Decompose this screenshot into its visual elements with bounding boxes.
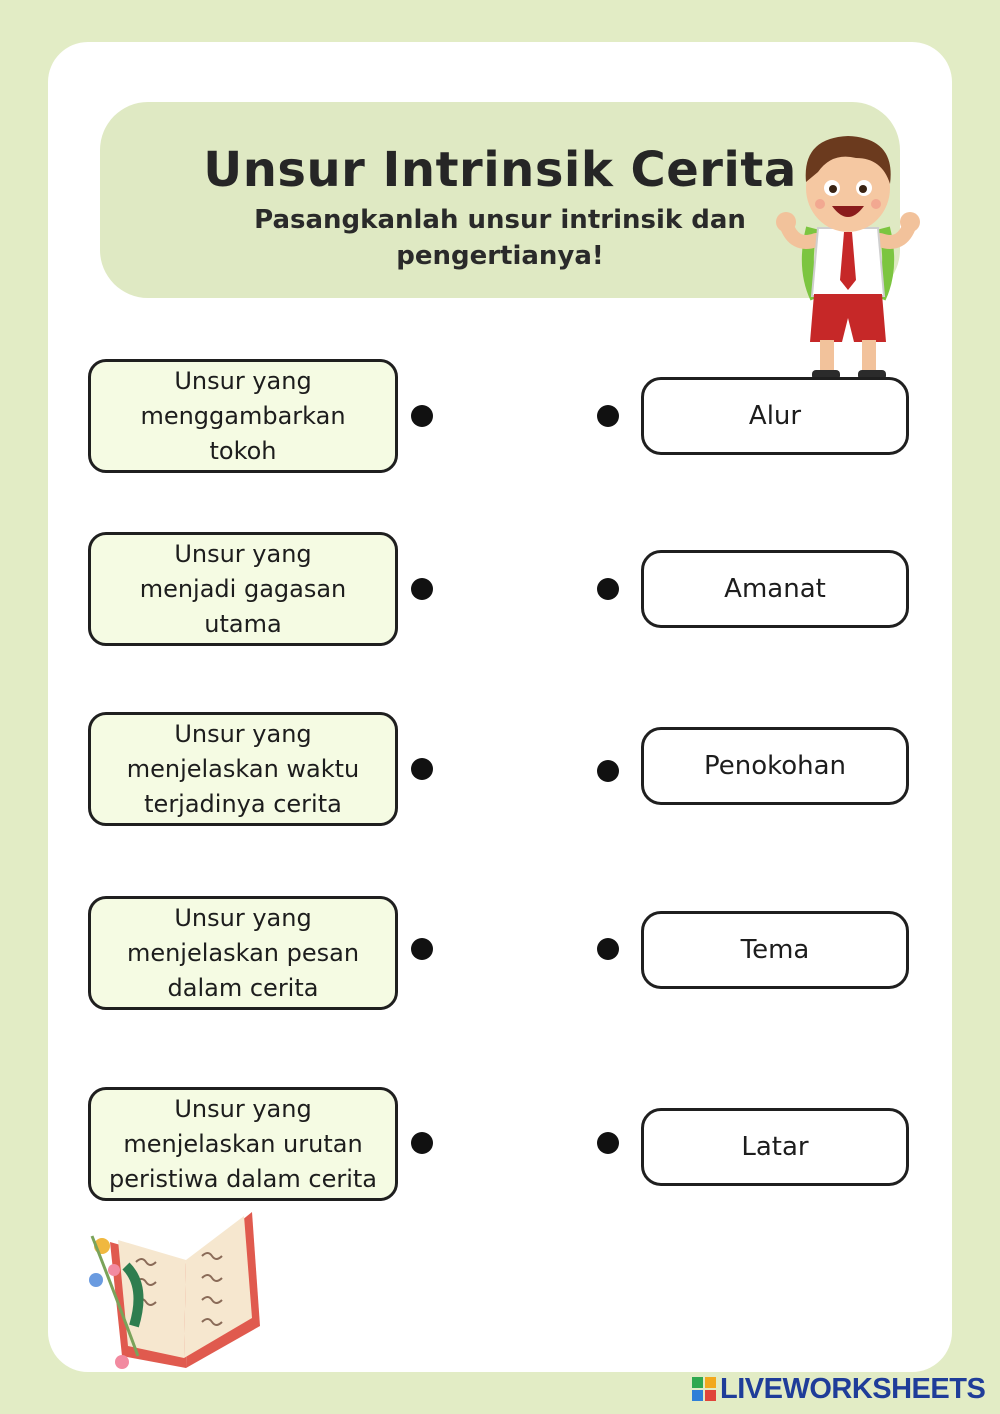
definition-line: Unsur yang xyxy=(174,719,312,748)
left-match-dot-3[interactable] xyxy=(411,758,433,780)
right-match-dot-2[interactable] xyxy=(597,578,619,600)
brand-name: LIVEWORKSHEETS xyxy=(720,1372,986,1405)
term-box-alur: Alur xyxy=(641,377,909,455)
definition-line: utama xyxy=(204,609,282,638)
liveworksheets-icon xyxy=(692,1377,716,1401)
definition-line: menggambarkan xyxy=(140,401,346,430)
definition-line: menjelaskan urutan xyxy=(123,1129,363,1158)
definition-line: menjadi gagasan xyxy=(139,574,347,603)
definition-box-4 xyxy=(88,896,398,1010)
term-box-tema: Tema xyxy=(641,911,909,989)
definition-line: peristiwa dalam cerita xyxy=(108,1164,378,1193)
left-match-dot-2[interactable] xyxy=(411,578,433,600)
left-match-dot-4[interactable] xyxy=(411,938,433,960)
left-match-dot-5[interactable] xyxy=(411,1132,433,1154)
term-box-penokohan: Penokohan xyxy=(641,727,909,805)
term-box-amanat: Amanat xyxy=(641,550,909,628)
definition-box-5 xyxy=(88,1087,398,1201)
definition-line: menjelaskan pesan xyxy=(126,938,360,967)
left-match-dot-1[interactable] xyxy=(411,405,433,427)
schoolboy-illustration xyxy=(772,128,924,384)
definition-line: terjadinya cerita xyxy=(144,789,342,818)
definition-line: Unsur yang xyxy=(174,366,312,395)
right-match-dot-5[interactable] xyxy=(597,1132,619,1154)
definition-box-2 xyxy=(88,532,398,646)
definition-line: Unsur yang xyxy=(174,903,312,932)
page-title: Unsur Intrinsik Cerita xyxy=(203,142,797,198)
definition-line: Unsur yang xyxy=(174,1094,312,1123)
book-illustration xyxy=(82,1206,282,1372)
term-box-latar: Latar xyxy=(641,1108,909,1186)
definition-line: tokoh xyxy=(209,436,277,465)
instructions: Pasangkanlah unsur intrinsik dan pengertianya! xyxy=(254,205,746,271)
right-match-dot-3[interactable] xyxy=(597,760,619,782)
definition-line: dalam cerita xyxy=(167,973,319,1002)
right-match-dot-4[interactable] xyxy=(597,938,619,960)
definition-box-3 xyxy=(88,712,398,826)
definition-line: Unsur yang xyxy=(174,539,312,568)
right-match-dot-1[interactable] xyxy=(597,405,619,427)
definition-box-1 xyxy=(88,359,398,473)
definition-line: menjelaskan waktu xyxy=(126,754,360,783)
liveworksheets-logo xyxy=(692,1372,985,1406)
